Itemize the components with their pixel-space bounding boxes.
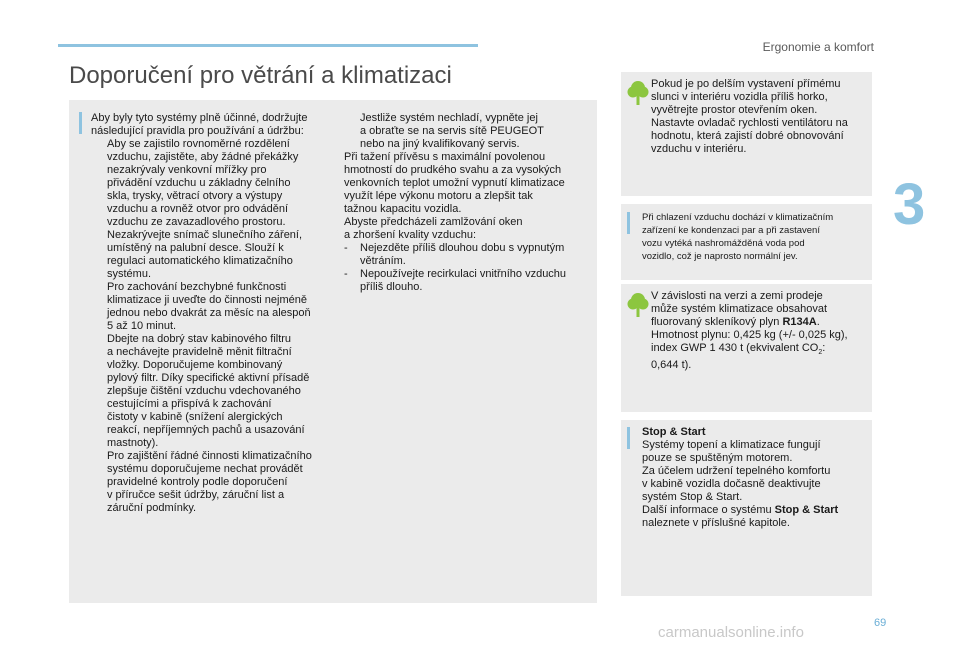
bullet-item: Nezakrývejte snímač slunečního záření, umístěný na palubní desce. Slouží k regulaci automatického klimatizačního systému. bbox=[107, 229, 303, 280]
bullet-item: Aby se zajistilo rovnoměrné rozdělení vzduchu, zajistěte, aby žádné překážky nezakrývaly venkovní mřížky pro přivádění vzduchu u základny čelního skla, trysky, větrací otvory a výstupy vzduchu a rovněž otvor pro odvádění vzduchu ze zavazadlového prostoru. bbox=[107, 138, 299, 228]
stop-start-heading: Stop & Start bbox=[642, 426, 706, 438]
dash-item: - Nejezděte příliš dlouhou dobu s vypnutým větráním. bbox=[344, 242, 565, 267]
chapter-number: 3 bbox=[893, 172, 926, 237]
bullet-item: Dbejte na dobrý stav kabinového filtru a nechávejte pravidelně měnit filtrační vložky. Doporučujeme kombinovaný pylový filtr. Díky specifické aktivní přísadě zlepšuje čištění vzduchu vdechovaného cestujícími a přispívá k zachování čistoty v kabině (snížení alergických reakcí, nepříjemných pachů a usazování mastnoty). bbox=[107, 333, 310, 449]
page-number: 69 bbox=[874, 617, 887, 629]
header-rule bbox=[58, 44, 478, 47]
refrigerant-gas: R134A bbox=[782, 316, 817, 328]
recommendations-column-2 bbox=[344, 112, 592, 294]
eco-tree-icon bbox=[627, 80, 649, 106]
bullet-item: Pro zajištění řádné činnosti klimatizačního systému doporučujeme nechat provádět pravidelné kontroly podle doporučení v příručce sešit údržby, záruční list a záruční podmínky. bbox=[107, 450, 312, 514]
refrigerant-text: V závislosti na verzi a zemi prodeje může systém klimatizace obsahovat fluorovaný skleníkový plyn R134A. Hmotnost plynu: 0,425 kg (+/- 0,025 kg), index GWP 1 430 t (ekvivalent $CO_2$: 0,644 t). bbox=[651, 290, 848, 372]
info-bar-icon bbox=[627, 427, 630, 449]
bullet-item: Jestliže systém nechladí, vypněte jej a obraťte se na servis sítě PEUGEOT nebo na jiný kvalifikovaný servis. bbox=[360, 112, 544, 150]
dash-symbol: - bbox=[344, 268, 348, 280]
info-bar-icon bbox=[627, 212, 630, 234]
dash-symbol: - bbox=[344, 242, 348, 254]
intro-line: Aby byly tyto systémy plně účinné, dodržujte bbox=[91, 112, 308, 124]
stop-start-text: Stop & Start Systémy topení a klimatizace fungují pouze se spuštěným motorem. Za účelem udržení tepelného komfortu v kabině vozidla dočasně deaktivujte systém Stop & Start. Další informace o systému Stop & Start naleznete v příslušné kapitole. bbox=[642, 426, 839, 529]
eco-tree-icon bbox=[627, 292, 649, 318]
page-title: Doporučení pro větrání a klimatizaci bbox=[69, 62, 452, 89]
watermark: carmanualsonline.info bbox=[658, 624, 804, 641]
fogging-paragraph: Abyste předcházeli zamlžování oken a zhoršení kvality vzduchu: bbox=[344, 216, 523, 241]
towing-paragraph: Při tažení přívěsu s maximální povolenou hmotností do prudkého svahu a za vysokých venkovních teplot umožní vypnutí klimatizace využít lépe výkonu motoru a zlepšit tak tažnou kapacitu vozidla. bbox=[344, 151, 565, 215]
recommendations-column-1 bbox=[91, 112, 339, 515]
section-title: Ergonomie a komfort bbox=[762, 40, 874, 54]
bullet-item: Pro zachování bezchybné funkčnosti klimatizace ji uveďte do činnosti nejméně jednou nebo dvakrát za měsíc na alespoň 5 až 10 minut. bbox=[107, 281, 311, 332]
dash-item: - Nepoužívejte recirkulaci vnitřního vzduchu příliš dlouho. bbox=[344, 268, 567, 293]
eco-tip-text: Pokud je po delším vystavení přímému slunci v interiéru vozidla příliš horko, vyvětrejte prostor otevřením oken. Nastavte ovladač rychlosti ventilátoru na hodnotu, která zajistí dobré obnovování vzduchu v interiéru. bbox=[651, 78, 848, 155]
condensation-info-text: Při chlazení vzduchu dochází v klimatizačním zařízení ke kondenzaci par a při zastavení vozu vytéká nashromážděná voda pod vozidlo, což je naprosto normální jev. bbox=[642, 212, 834, 262]
intro-line: následující pravidla pro používání a údržbu: bbox=[91, 125, 304, 137]
info-bar-icon bbox=[79, 112, 82, 134]
